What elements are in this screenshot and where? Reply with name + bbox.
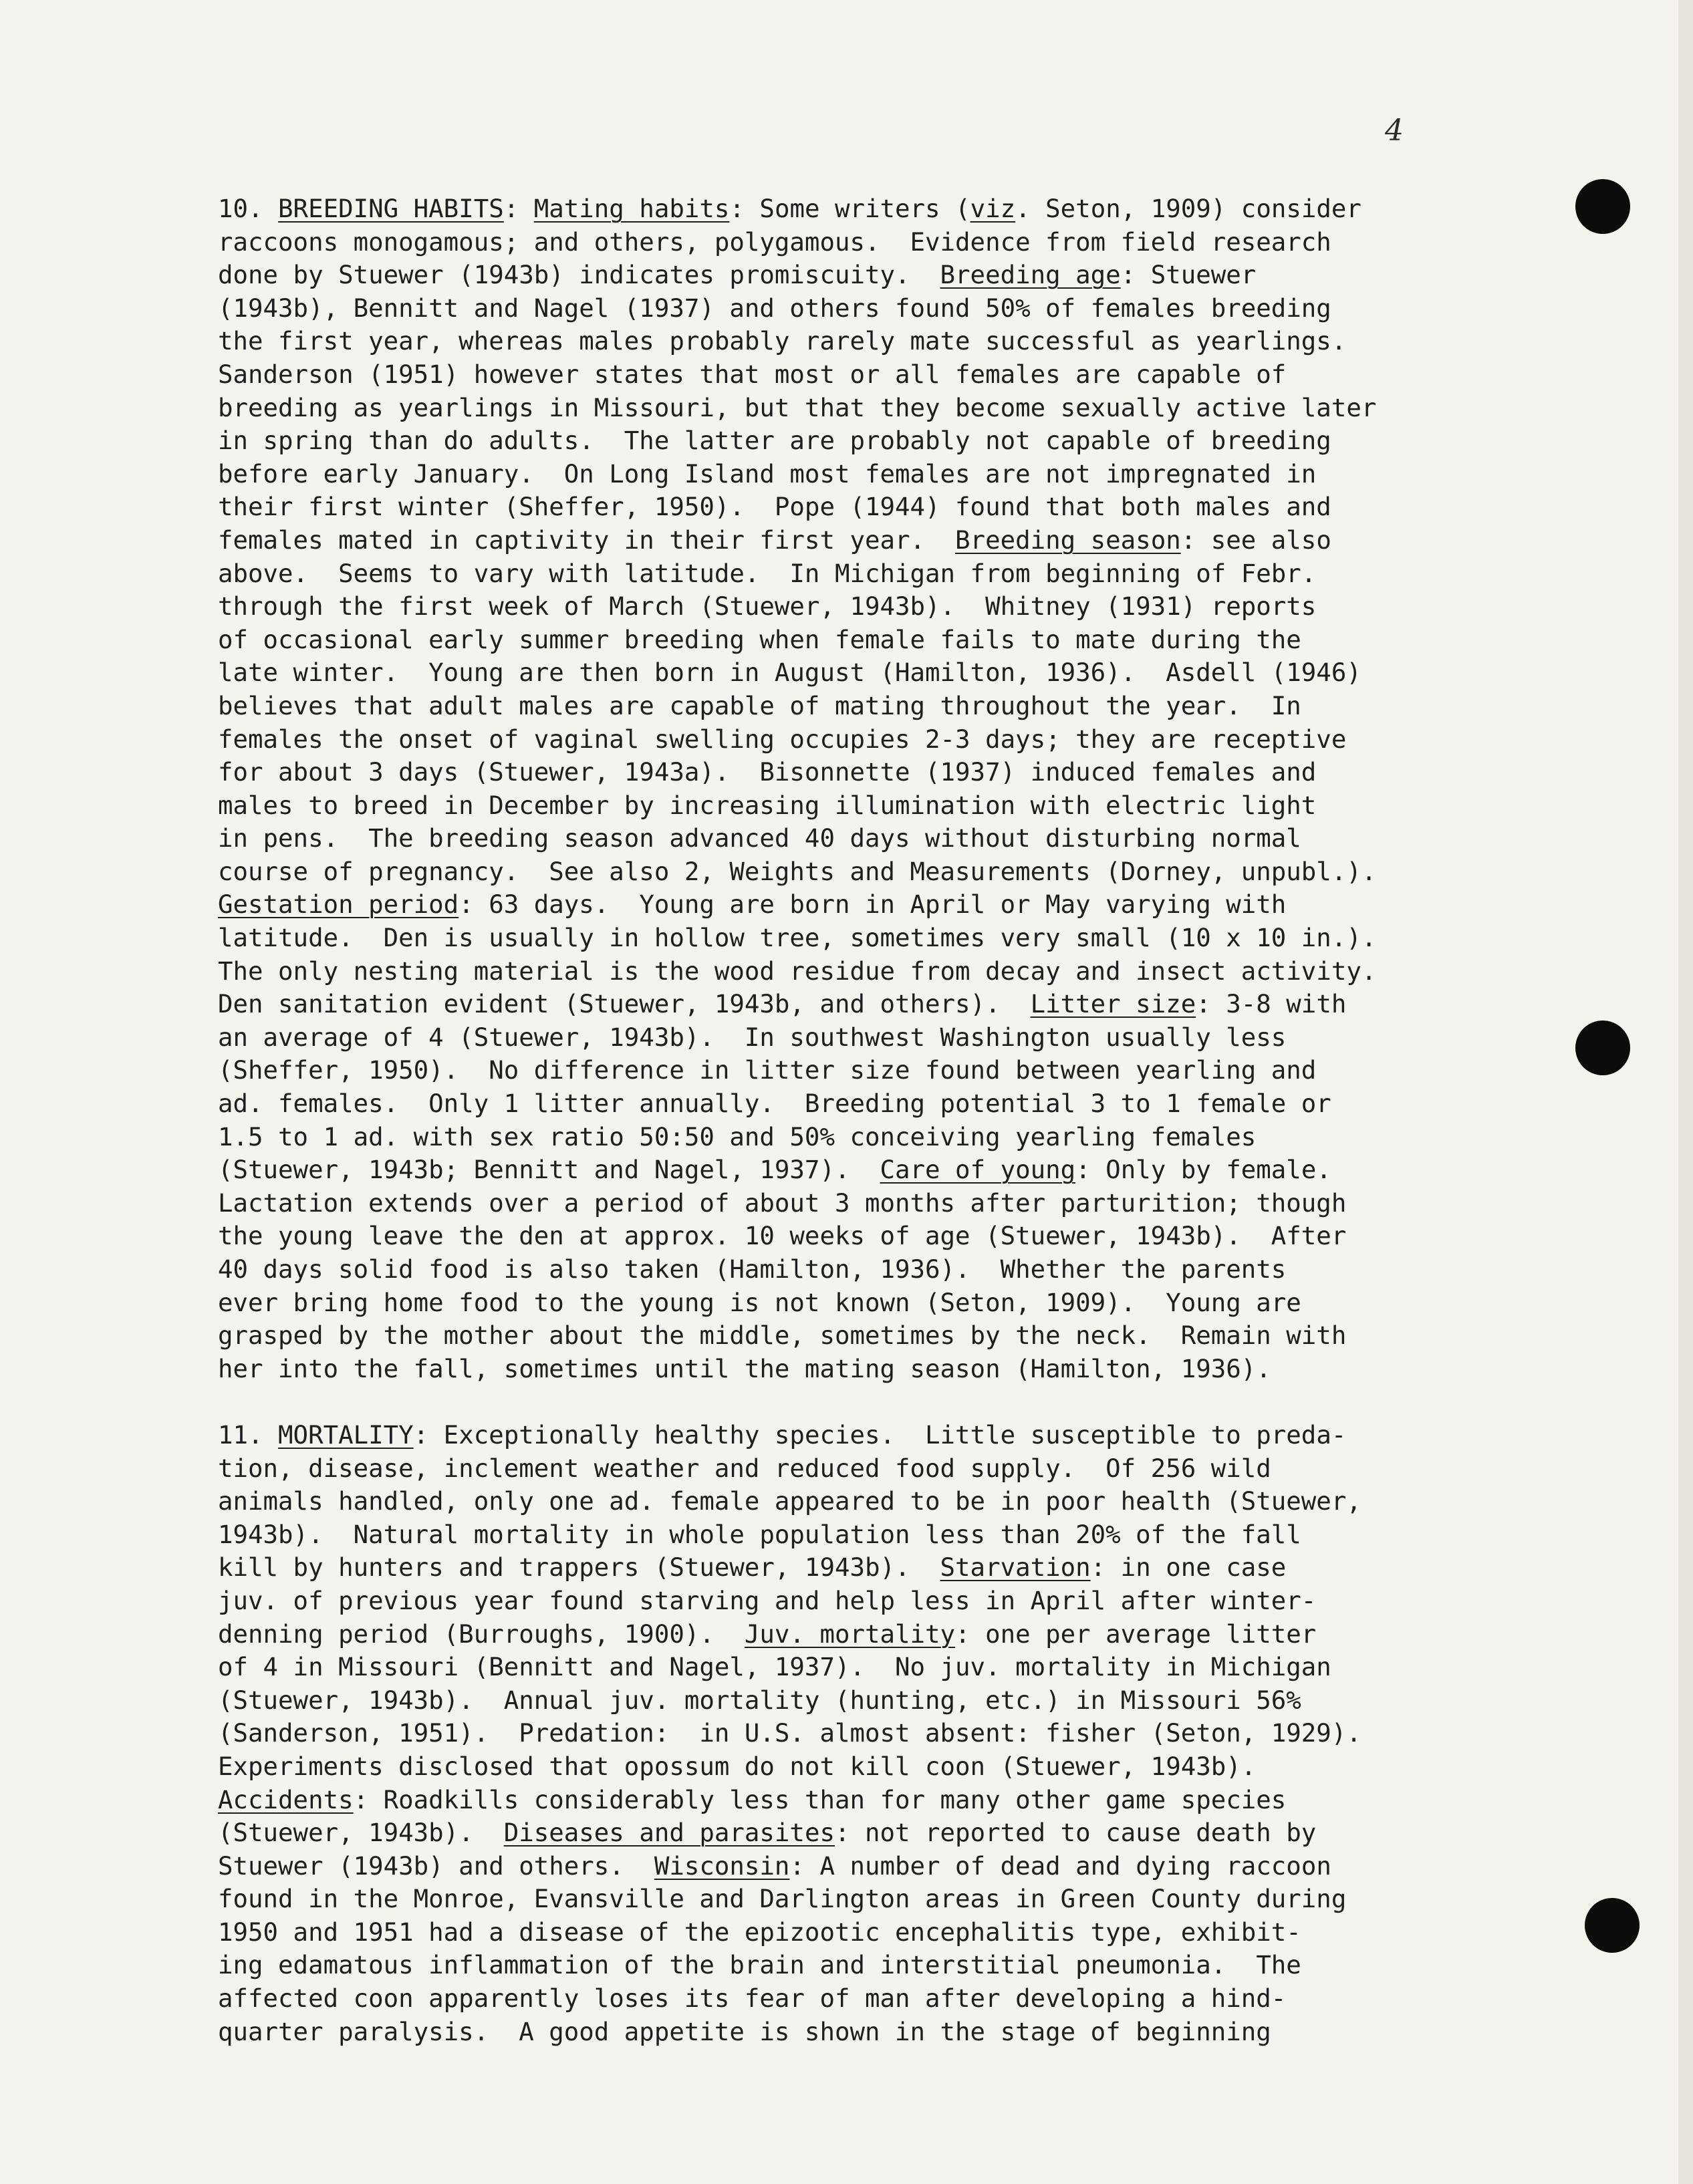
text-line — [218, 855, 1555, 889]
underlined-heading: viz — [970, 194, 1016, 223]
underlined-heading: Starvation — [940, 1552, 1091, 1583]
text-line — [218, 1618, 1555, 1651]
underlined-heading: Juv. mortality — [744, 1619, 956, 1649]
text-line — [218, 1982, 1555, 2016]
text-line — [218, 1452, 1555, 1486]
text-run: : Exceptionally healthy species. Little susceptible to preda- — [413, 1419, 1347, 1450]
punch-hole-top — [1575, 179, 1630, 234]
text-line — [218, 1651, 1555, 1684]
text-run: : Only by female. — [1075, 1155, 1331, 1185]
text-run: tion, disease, inclement weather and reduced food supply. Of 256 wild — [218, 1453, 1271, 1483]
text-run: : — [503, 194, 534, 223]
text-run: ad. females. Only 1 litter annually. Breeding potential 3 to 1 female or — [218, 1089, 1331, 1119]
text-line — [218, 358, 1555, 392]
text-line — [218, 690, 1555, 723]
text-line — [218, 789, 1555, 823]
text-run: : 63 days. Young are born in April or May varying with — [459, 890, 1287, 920]
text-line — [218, 922, 1555, 955]
text-run: (1943b), Bennitt and Nagel (1937) and others found 50% of females breeding — [218, 293, 1331, 323]
punch-hole-bottom — [1585, 1898, 1640, 1953]
paragraph-gap — [218, 1385, 1555, 1419]
text-run: of occasional early summer breeding when female fails to mate during the — [218, 624, 1301, 654]
text-run: her into the fall, sometimes until the mating season (Hamilton, 1936). — [218, 1353, 1271, 1383]
text-run: Den sanitation evident (Stuewer, 1943b, and others). — [218, 989, 1031, 1019]
underlined-heading: Breeding age — [940, 260, 1121, 290]
text-run: : one per average litter — [955, 1619, 1317, 1649]
text-run: 40 days solid food is also taken (Hamilton, 1936). Whether the parents — [218, 1254, 1287, 1284]
text-run: : 3-8 with — [1196, 989, 1347, 1019]
text-run: Experiments disclosed that opossum do not kill coon (Stuewer, 1943b). — [218, 1751, 1257, 1781]
text-line — [218, 1419, 1555, 1452]
text-run: above. Seems to vary with latitude. In Michigan from beginning of Febr. — [218, 558, 1317, 588]
text-run: latitude. Den is usually in hollow tree, sometimes very small (10 x 10 in.). — [218, 923, 1377, 953]
underlined-heading: Accidents — [218, 1784, 354, 1814]
text-run: their first winter (Sheffer, 1950). Pope (1944) found that both males and — [218, 492, 1331, 522]
page-edge — [1678, 0, 1693, 2184]
text-run: ever bring home food to the young is not known (Seton, 1909). Young are — [218, 1287, 1301, 1317]
text-run: animals handled, only one ad. female appeared to be in poor health (Stuewer, — [218, 1486, 1361, 1516]
text-run: juv. of previous year found starving and help less in April after winter- — [218, 1585, 1317, 1615]
text-line — [218, 491, 1555, 524]
text-line — [218, 1949, 1555, 1982]
text-line — [218, 1816, 1555, 1850]
text-line — [218, 624, 1555, 657]
text-line — [218, 259, 1555, 292]
text-run: found in the Monroe, Evansville and Darlington areas in Green County during — [218, 1884, 1347, 1914]
text-line — [218, 723, 1555, 757]
text-run: kill by hunters and trappers (Stuewer, 1943b). — [218, 1552, 940, 1583]
text-line — [218, 1750, 1555, 1784]
text-run: affected coon apparently loses its fear of man after developing a hind- — [218, 1984, 1287, 2014]
text-run: ing edamatous inflammation of the brain and interstitial pneumonia. The — [218, 1950, 1301, 1980]
text-run: raccoons monogamous; and others, polygamous. Evidence from field research — [218, 227, 1331, 257]
text-line — [218, 1518, 1555, 1552]
text-run: : Stuewer — [1120, 260, 1257, 290]
text-line — [218, 1353, 1555, 1386]
text-run: through the first week of March (Stuewer, 1943b). Whitney (1931) reports — [218, 591, 1317, 622]
text-line — [218, 888, 1555, 922]
text-run: 10. — [218, 194, 279, 223]
text-line — [218, 590, 1555, 624]
typewritten-text — [218, 192, 1555, 2048]
text-run: late winter. Young are then born in August (Hamilton, 1936). Asdell (1946) — [218, 658, 1361, 688]
text-run: in spring than do adults. The latter are probably not capable of breeding — [218, 426, 1331, 456]
text-line — [218, 1585, 1555, 1618]
text-line — [218, 955, 1555, 988]
text-line — [218, 1286, 1555, 1320]
text-run: before early January. On Long Island most females are not impregnated in — [218, 458, 1317, 489]
text-run: : see also — [1180, 525, 1331, 555]
text-line — [218, 292, 1555, 325]
text-run: believes that adult males are capable of mating throughout the year. In — [218, 690, 1301, 720]
text-run: (Sanderson, 1951). Predation: in U.S. almost absent: fisher (Seton, 1929). — [218, 1718, 1361, 1748]
text-run: : Roadkills considerably less than for many other game species — [353, 1784, 1287, 1814]
text-run: the young leave the den at approx. 10 weeks of age (Stuewer, 1943b). After — [218, 1221, 1347, 1251]
text-run: females the onset of vaginal swelling occupies 2-3 days; they are receptive — [218, 724, 1347, 754]
underlined-heading: MORTALITY — [278, 1419, 414, 1450]
text-line — [218, 1916, 1555, 1949]
underlined-heading: Gestation period — [218, 890, 459, 920]
text-run: an average of 4 (Stuewer, 1943b). In southwest Washington usually less — [218, 1022, 1287, 1052]
text-run: the first year, whereas males probably rarely mate successful as yearlings. — [218, 326, 1347, 356]
underlined-heading: Care of young — [880, 1155, 1076, 1185]
text-line — [218, 524, 1555, 557]
text-line — [218, 192, 1555, 226]
text-line — [218, 1850, 1555, 1883]
text-line — [218, 458, 1555, 491]
text-run: 1.5 to 1 ad. with sex ratio 50:50 and 50% conceiving yearling females — [218, 1121, 1257, 1151]
text-run: : not reported to cause death by — [834, 1818, 1317, 1848]
text-run: quarter paralysis. A good appetite is shown in the stage of beginning — [218, 2016, 1271, 2046]
text-run: 1943b). Natural mortality in whole population less than 20% of the fall — [218, 1519, 1301, 1549]
text-run: grasped by the mother about the middle, sometimes by the neck. Remain with — [218, 1321, 1347, 1351]
text-run: denning period (Burroughs, 1900). — [218, 1619, 745, 1649]
text-run: (Sheffer, 1950). No difference in litter size found between yearling and — [218, 1055, 1317, 1085]
text-run: 11. — [218, 1419, 279, 1450]
text-line — [218, 756, 1555, 789]
text-line — [218, 1220, 1555, 1253]
text-run: . Seton, 1909) consider — [1015, 194, 1361, 223]
text-line — [218, 1021, 1555, 1055]
text-run: Lactation extends over a period of about 3 months after parturition; though — [218, 1188, 1347, 1218]
text-line — [218, 1153, 1555, 1187]
text-run: (Stuewer, 1943b). — [218, 1818, 504, 1848]
text-line — [218, 325, 1555, 358]
text-run: of 4 in Missouri (Bennitt and Nagel, 1937). No juv. mortality in Michigan — [218, 1652, 1331, 1682]
underlined-heading: BREEDING HABITS — [278, 194, 504, 223]
text-line — [218, 226, 1555, 259]
text-run: for about 3 days (Stuewer, 1943a). Bisonnette (1937) induced females and — [218, 757, 1317, 787]
text-line — [218, 1187, 1555, 1220]
text-run: : in one case — [1090, 1552, 1287, 1583]
text-line — [218, 1485, 1555, 1518]
text-line — [218, 656, 1555, 690]
text-line — [218, 1883, 1555, 1916]
text-run: Sanderson (1951) however states that most or all females are capable of — [218, 359, 1287, 389]
text-run: males to breed in December by increasing illumination with electric light — [218, 790, 1317, 820]
text-line — [218, 2016, 1555, 2049]
text-run: The only nesting material is the wood residue from decay and insect activity. — [218, 956, 1377, 986]
underlined-heading: Wisconsin — [654, 1851, 790, 1881]
text-run: breeding as yearlings in Missouri, but that they become sexually active later — [218, 392, 1377, 422]
text-line — [218, 1319, 1555, 1353]
underlined-heading: Breeding season — [955, 525, 1181, 555]
text-line — [218, 557, 1555, 591]
text-line — [218, 988, 1555, 1021]
underlined-heading: Litter size — [1030, 989, 1196, 1019]
text-line — [218, 1717, 1555, 1750]
text-run: done by Stuewer (1943b) indicates promiscuity. — [218, 260, 940, 290]
text-line — [218, 1551, 1555, 1585]
text-line — [218, 1684, 1555, 1718]
underlined-heading: Mating habits — [533, 194, 730, 223]
text-run: Stuewer (1943b) and others. — [218, 1851, 654, 1881]
text-run: in pens. The breeding season advanced 40 days without disturbing normal — [218, 823, 1301, 853]
punch-hole-middle — [1575, 1020, 1630, 1075]
text-run: course of pregnancy. See also 2, Weights and Measurements (Dorney, unpubl.). — [218, 856, 1377, 886]
text-line — [218, 1253, 1555, 1286]
text-run: females mated in captivity in their first year. — [218, 525, 956, 555]
underlined-heading: Diseases and parasites — [503, 1818, 835, 1848]
text-run: : A number of dead and dying raccoon — [789, 1851, 1331, 1881]
text-line — [218, 424, 1555, 458]
text-line — [218, 392, 1555, 425]
text-run: 1950 and 1951 had a disease of the epizootic encephalitis type, exhibit- — [218, 1917, 1301, 1947]
text-run: (Stuewer, 1943b). Annual juv. mortality (hunting, etc.) in Missouri 56% — [218, 1685, 1301, 1715]
page-number: 4 — [1385, 114, 1404, 148]
text-line — [218, 1087, 1555, 1121]
text-line — [218, 1121, 1555, 1154]
text-run: : Some writers ( — [729, 194, 970, 223]
text-run: (Stuewer, 1943b; Bennitt and Nagel, 1937). — [218, 1155, 880, 1185]
text-line — [218, 1054, 1555, 1087]
text-line — [218, 822, 1555, 855]
text-line — [218, 1784, 1555, 1817]
